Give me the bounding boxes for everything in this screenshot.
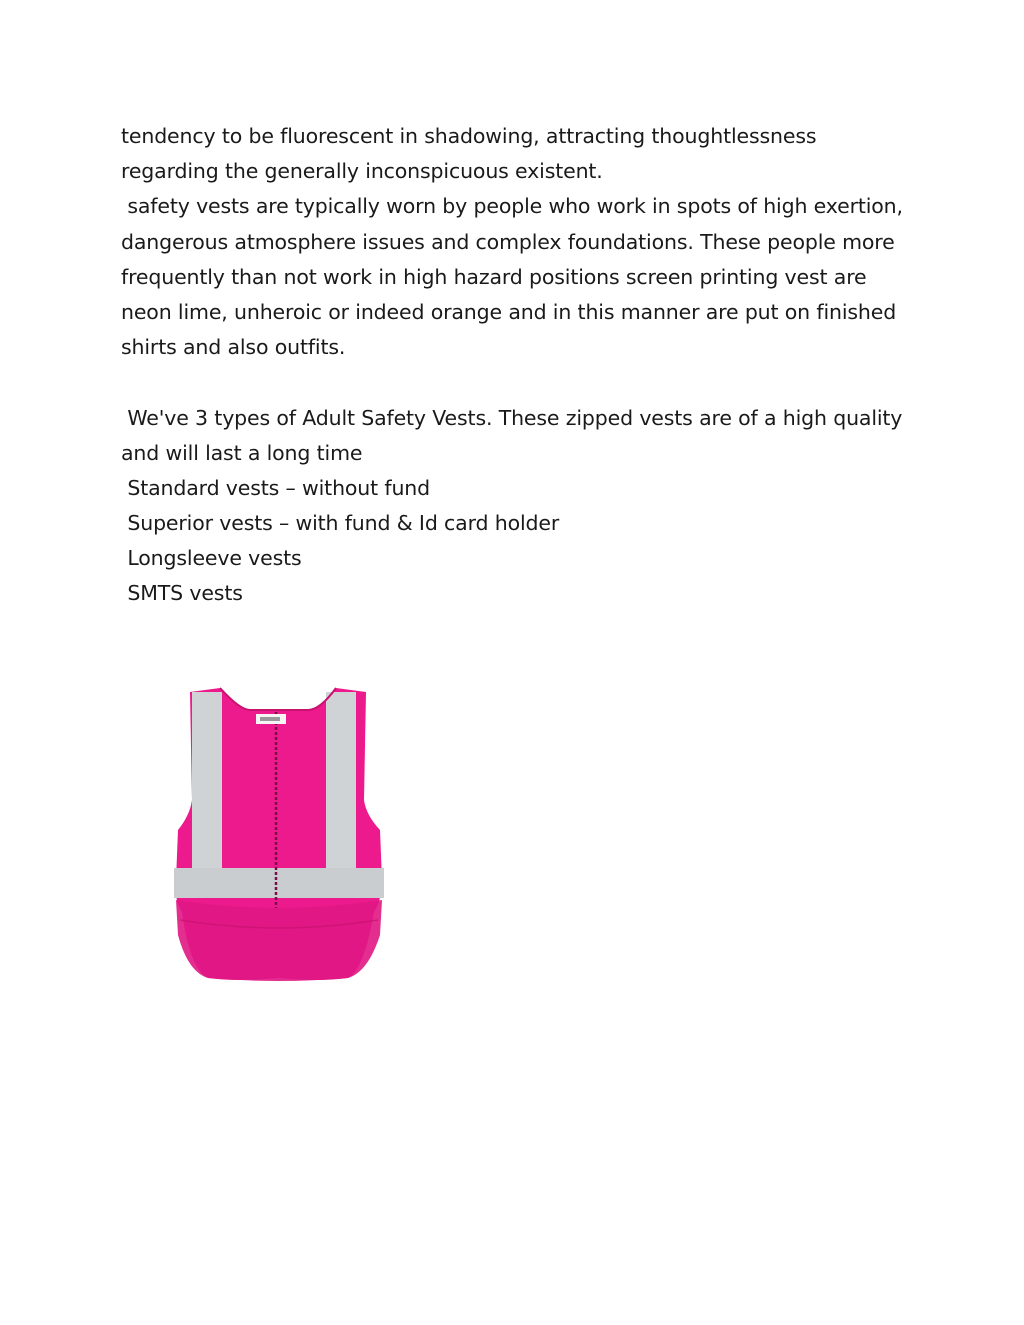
paragraph-line: and will last a long time bbox=[121, 440, 363, 465]
paragraph-line: regarding the generally inconspicuous existent. bbox=[121, 159, 603, 184]
reflective-band bbox=[174, 868, 384, 898]
pink-safety-vest-image bbox=[168, 680, 390, 985]
paragraph-line: tendency to be fluorescent in shadowing, attracting thoughtlessness bbox=[121, 124, 817, 148]
list-item: Longsleeve vests bbox=[121, 546, 302, 571]
paragraph-line: dangerous atmosphere issues and complex foundations. These people more bbox=[121, 229, 895, 254]
paragraph-line: shirts and also outfits. bbox=[121, 335, 346, 360]
paragraph-line: neon lime, unheroic or indeed orange and in this manner are put on finished bbox=[121, 299, 897, 324]
paragraph-gap bbox=[121, 365, 921, 400]
paragraph-line: frequently than not work in high hazard positions screen printing vest are bbox=[121, 264, 867, 289]
paragraph-line: We've 3 types of Adult Safety Vests. These zipped vests are of a high quality bbox=[121, 405, 903, 430]
list-item: Superior vests – with fund & Id card holder bbox=[121, 511, 560, 536]
body-text bbox=[121, 119, 921, 612]
paragraph-line: safety vests are typically worn by people who work in spots of high exertion, bbox=[121, 194, 903, 219]
list-item: SMTS vests bbox=[121, 581, 243, 606]
list-item: Standard vests – without fund bbox=[121, 475, 431, 500]
